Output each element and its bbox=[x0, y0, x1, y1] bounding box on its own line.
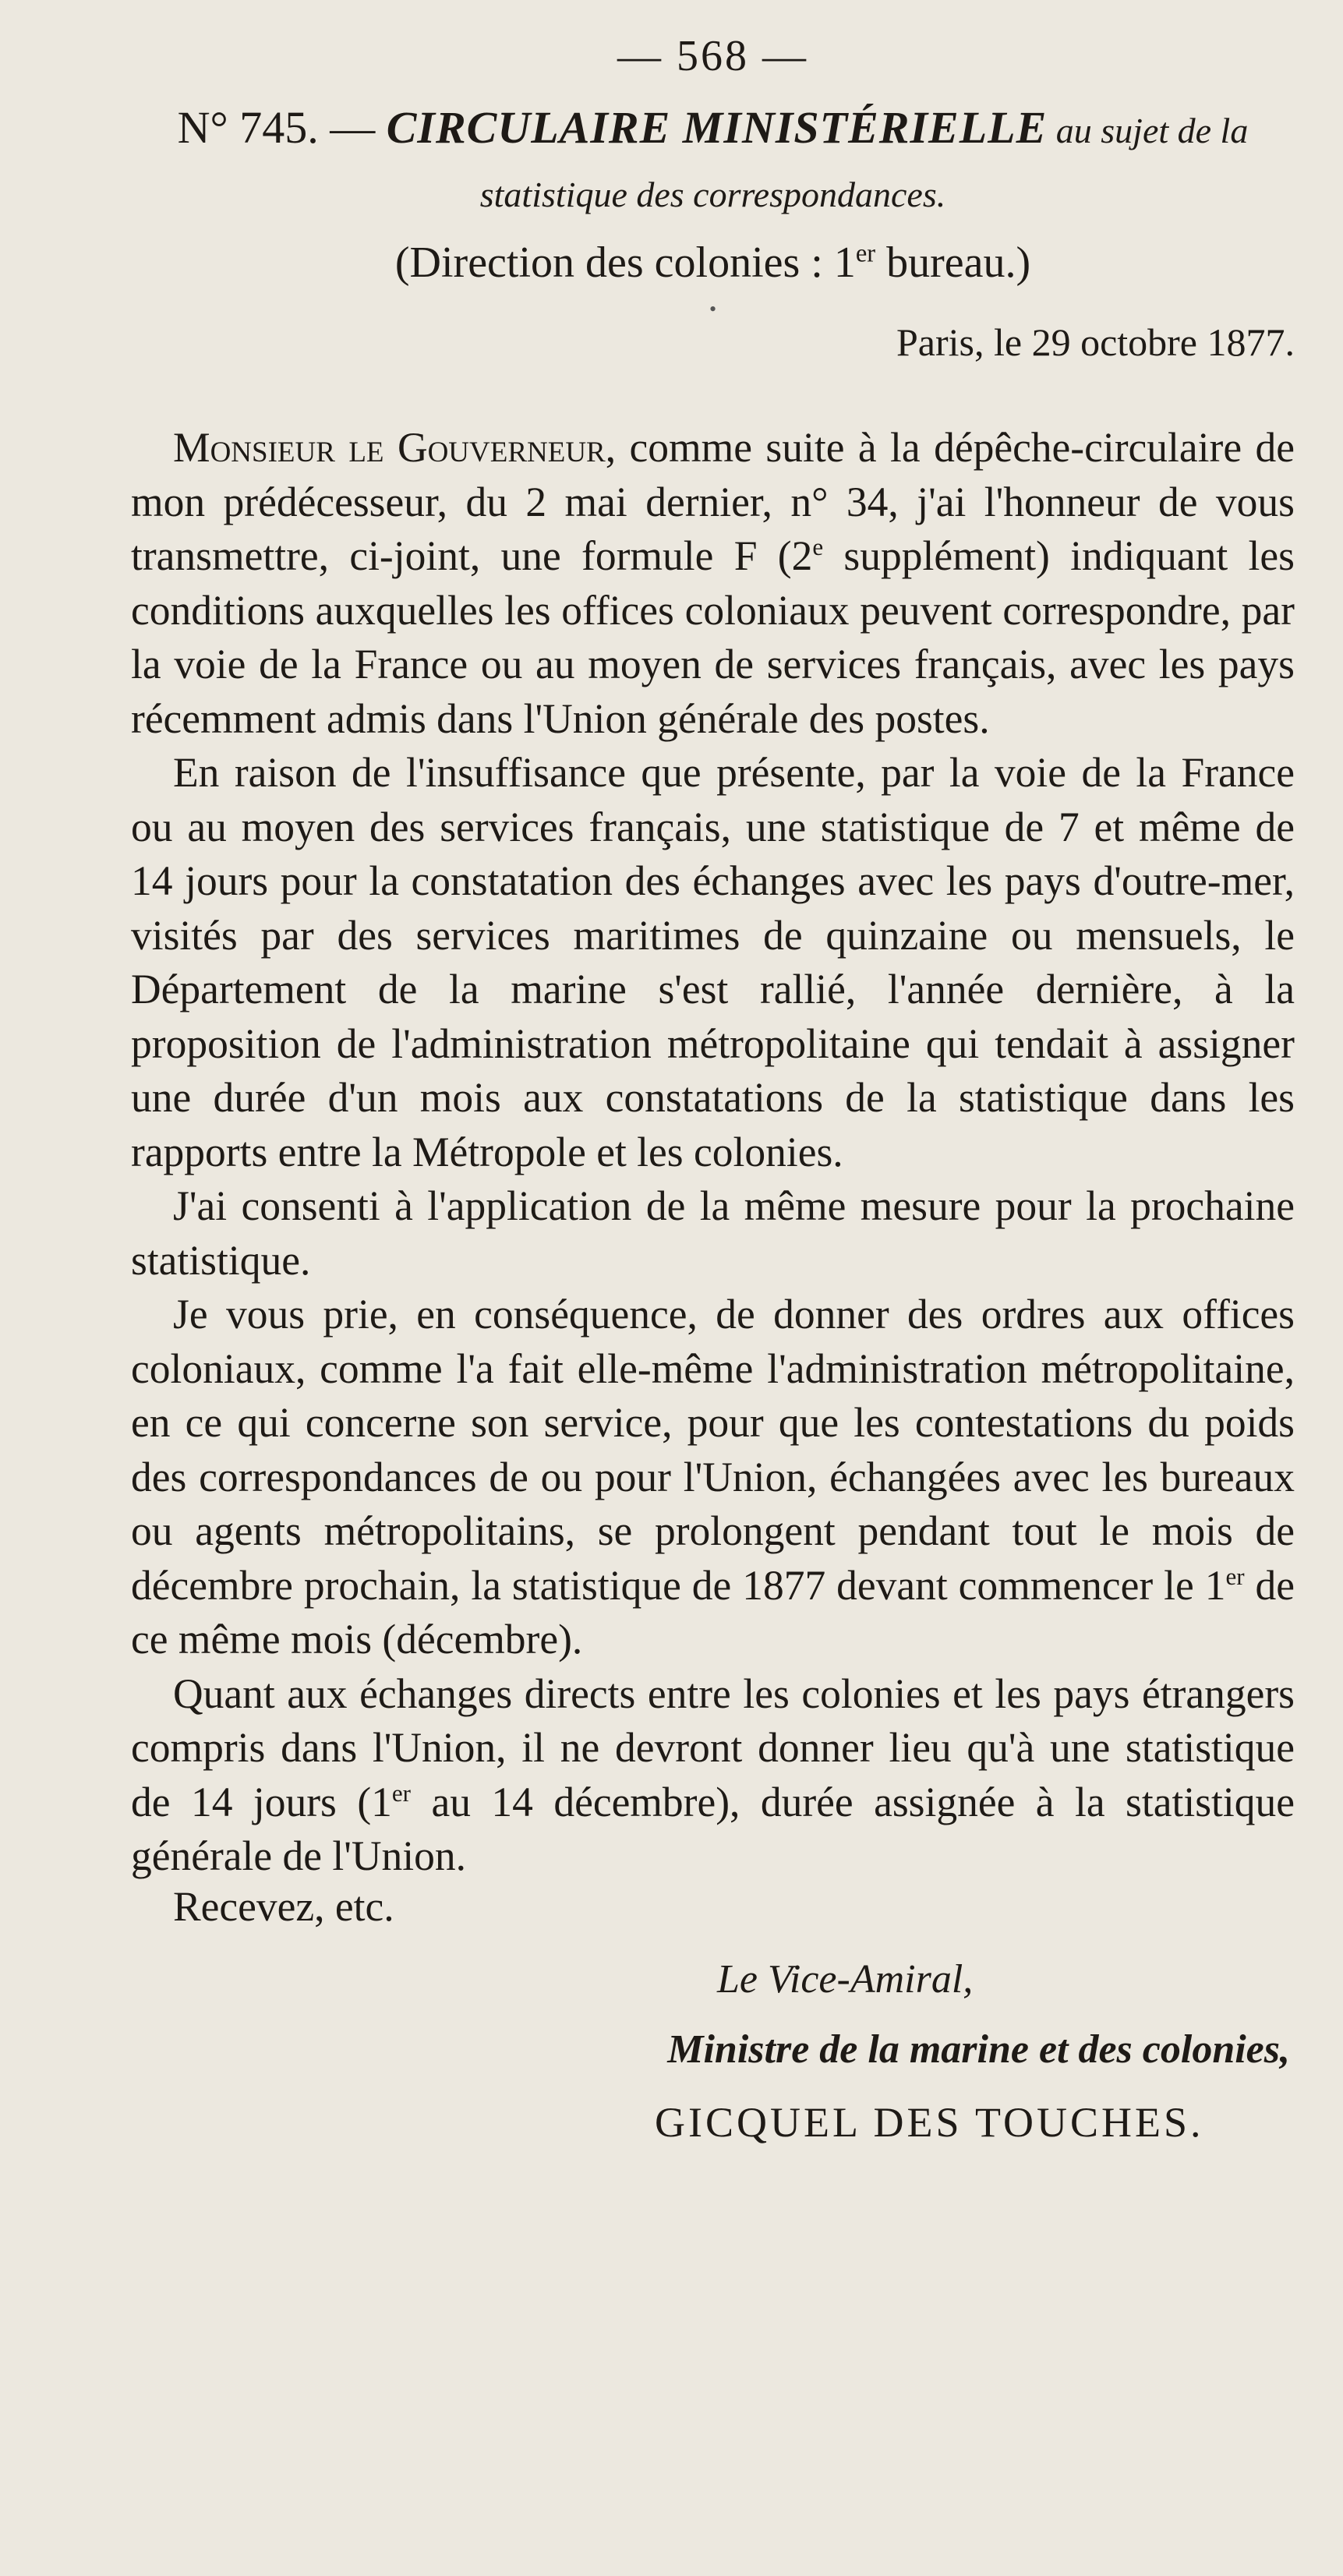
circular-number: N° 745. — bbox=[177, 102, 387, 153]
paragraph-5-text-end: au 14 décembre), durée assignée à la statistique générale de l'Union. bbox=[131, 1778, 1295, 1879]
direction-text: (Direction des colonies : 1 bbox=[394, 239, 856, 287]
paragraph-5-text: Quant aux échanges directs entre les colonies et les pays étrangers compris dans l'Union, il ne devront donner lieu qu'à une statistique de 14 jours (1 bbox=[131, 1670, 1295, 1825]
circular-title: CIRCULAIRE MINISTÉRIELLE bbox=[386, 102, 1048, 153]
paragraph-5 bbox=[131, 1667, 1295, 1884]
letter-body bbox=[131, 421, 1295, 1884]
paragraph-1-text: , comme suite à la dépêche-circulaire de mon prédécesseur, du 2 mai dernier, n° 34, j'ai l'honneur de vous transmettre, ci-joint, une formule F (2 bbox=[131, 424, 1295, 579]
dateline: Paris, le 29 octobre 1877. bbox=[896, 320, 1295, 364]
paragraph-4 bbox=[131, 1288, 1295, 1667]
signature-rank: Le Vice-Amiral, bbox=[717, 1957, 974, 2002]
paragraph-1 bbox=[131, 421, 1295, 746]
signature-office: Ministre de la marine et des colonies, bbox=[667, 2027, 1290, 2072]
direction-line bbox=[131, 238, 1295, 288]
paragraph-4-sup: er bbox=[1225, 1562, 1245, 1590]
page-folio: — 568 — bbox=[617, 32, 808, 80]
paragraph-1-text-end: supplément) indiquant les conditions auxquelles les offices coloniaux peuvent correspondre, par la voie de la France ou au moyen de services français, avec les pays récemment admis dans l'Union générale des postes. bbox=[131, 532, 1295, 742]
paragraph-4-text: Je vous prie, en conséquence, de donner des ordres aux offices coloniaux, comme l'a fait elle-même l'administration métropolitaine, en ce qui concerne son service, pour que les contestations du poids des correspondances de ou pour l'Union, échangées avec les bureaux ou agents métropolitains, se prolongent pendant tout le mois de décembre prochain, la statistique de 1877 devant commencer le 1 bbox=[131, 1291, 1295, 1609]
salutation: Monsieur le Gouverneur bbox=[173, 424, 606, 471]
paragraph-5-sup: er bbox=[391, 1779, 411, 1807]
circular-subtitle-1: au sujet de la bbox=[1047, 111, 1249, 150]
circular-subtitle-2: statistique des correspondances. bbox=[479, 175, 946, 214]
signature-name: GICQUEL DES TOUCHES. bbox=[655, 2099, 1204, 2146]
ornament-dot: • bbox=[709, 298, 717, 320]
circular-heading bbox=[131, 97, 1295, 225]
paragraph-4-text-end: de ce même mois (décembre). bbox=[131, 1561, 1295, 1663]
direction-text-end: bureau.) bbox=[875, 239, 1031, 287]
closing-formula: Recevez, etc. bbox=[173, 1883, 394, 1930]
paragraph-1-sup: e bbox=[812, 533, 824, 561]
paragraph-2: En raison de l'insuffisance que présente, par la voie de la France ou au moyen des services français, une statistique de 7 et même de 14 jours pour la constatation des échanges avec les pays d'outre-mer, visités par des services maritimes de quinzaine ou mensuels, le Département de la marine s'est rallié, l'année dernière, à la proposition de l'administration métropolitaine qui tendait à assigner une durée d'un mois aux constatations de la statistique dans les rapports entre la Métropole et les colonies. bbox=[131, 749, 1295, 1175]
paragraph-3: J'ai consenti à l'application de la même mesure pour la prochaine statistique. bbox=[131, 1182, 1295, 1284]
direction-sup: er bbox=[855, 239, 876, 268]
